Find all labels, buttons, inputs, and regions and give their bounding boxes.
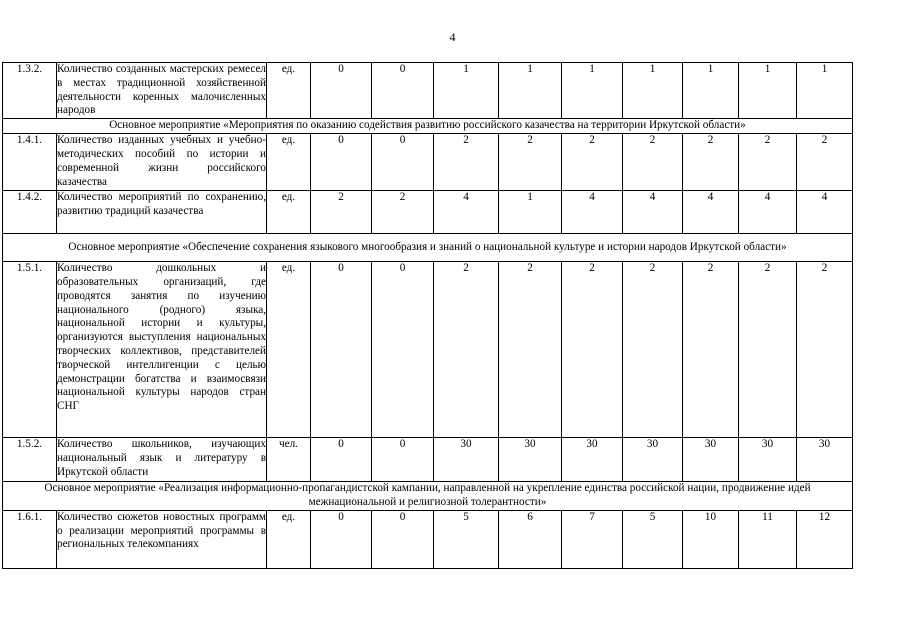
value-cell: 4 (739, 191, 797, 234)
value-cell: 0 (372, 63, 434, 119)
value-cell: 6 (499, 510, 562, 568)
unit-cell: ед. (267, 63, 311, 119)
value-cell: 1 (562, 63, 623, 119)
value-cell: 2 (434, 134, 499, 191)
value-cell: 4 (683, 191, 739, 234)
value-cell: 0 (372, 134, 434, 191)
unit-cell: ед. (267, 262, 311, 438)
section-title: Основное мероприятие «Обеспечение сохранения языкового многообразия и знаний о национальной культуре и истории народов Иркутской области» (3, 234, 853, 262)
section-row (3, 482, 853, 511)
value-cell: 30 (683, 438, 739, 482)
value-cell: 30 (562, 438, 623, 482)
indicator-name: Количество дошкольных и образовательных организаций, где проводятся занятия по изучению национального (родного) языка, национальной истории и культуры, организуются выступления национальных творческих коллективов, представителей творческой интеллигенции с целью демонстрации богатства и взаимосвязи национальной культуры народов стран СНГ (57, 262, 267, 438)
row-code: 1.5.1. (3, 262, 57, 438)
row-code: 1.4.1. (3, 134, 57, 191)
indicator-name: Количество сюжетов новостных программ о реализации мероприятий программы в региональных телекомпаниях (57, 510, 267, 568)
indicator-name: Количество мероприятий по сохранению, развитию традиций казачества (57, 191, 267, 234)
value-cell: 1 (434, 63, 499, 119)
value-cell: 2 (311, 191, 372, 234)
table-row (3, 262, 853, 438)
row-code: 1.3.2. (3, 63, 57, 119)
table-row (3, 63, 853, 119)
value-cell: 2 (499, 262, 562, 438)
indicators-table (2, 62, 853, 569)
indicator-name: Количество школьников, изучающих национальный язык и литературу в Иркутской области (57, 438, 267, 482)
value-cell: 2 (683, 262, 739, 438)
value-cell: 0 (311, 63, 372, 119)
value-cell: 2 (434, 262, 499, 438)
value-cell: 2 (739, 134, 797, 191)
section-title: Основное мероприятие «Мероприятия по оказанию содействия развитию российского казачества на территории Иркутской области» (3, 119, 853, 134)
value-cell: 11 (739, 510, 797, 568)
value-cell: 30 (499, 438, 562, 482)
unit-cell: ед. (267, 191, 311, 234)
value-cell: 0 (311, 438, 372, 482)
value-cell: 2 (797, 134, 853, 191)
value-cell: 0 (311, 510, 372, 568)
row-code: 1.4.2. (3, 191, 57, 234)
unit-cell: ед. (267, 134, 311, 191)
value-cell: 4 (797, 191, 853, 234)
value-cell: 30 (739, 438, 797, 482)
value-cell: 1 (623, 63, 683, 119)
value-cell: 4 (434, 191, 499, 234)
table-row (3, 438, 853, 482)
unit-cell: чел. (267, 438, 311, 482)
page-number: 4 (449, 30, 456, 44)
row-code: 1.5.2. (3, 438, 57, 482)
value-cell: 12 (797, 510, 853, 568)
value-cell: 2 (372, 191, 434, 234)
value-cell: 0 (372, 510, 434, 568)
value-cell: 2 (739, 262, 797, 438)
value-cell: 5 (434, 510, 499, 568)
value-cell: 2 (623, 262, 683, 438)
section-title: Основное мероприятие «Реализация информационно-пропагандистской кампании, направленной на укрепление единства российской нации, продвижение идей межнациональной и религиозной толерантности» (3, 482, 853, 511)
indicator-name: Количество созданных мастерских ремесел в местах традиционной хозяйственной деятельности коренных малочисленных народов (57, 63, 267, 119)
section-row (3, 119, 853, 134)
table-row (3, 510, 853, 568)
value-cell: 4 (562, 191, 623, 234)
table-row (3, 191, 853, 234)
value-cell: 0 (372, 438, 434, 482)
value-cell: 1 (499, 191, 562, 234)
value-cell: 0 (311, 134, 372, 191)
value-cell: 30 (623, 438, 683, 482)
value-cell: 2 (562, 134, 623, 191)
table-row (3, 134, 853, 191)
value-cell: 2 (683, 134, 739, 191)
value-cell: 2 (797, 262, 853, 438)
value-cell: 1 (683, 63, 739, 119)
value-cell: 1 (797, 63, 853, 119)
value-cell: 0 (311, 262, 372, 438)
value-cell: 10 (683, 510, 739, 568)
value-cell: 7 (562, 510, 623, 568)
value-cell: 30 (797, 438, 853, 482)
indicator-name: Количество изданных учебных и учебно-методических пособий по истории и современной жизни российского казачества (57, 134, 267, 191)
value-cell: 30 (434, 438, 499, 482)
value-cell: 2 (562, 262, 623, 438)
value-cell: 0 (372, 262, 434, 438)
section-row (3, 234, 853, 262)
value-cell: 5 (623, 510, 683, 568)
value-cell: 1 (739, 63, 797, 119)
value-cell: 2 (623, 134, 683, 191)
value-cell: 4 (623, 191, 683, 234)
value-cell: 2 (499, 134, 562, 191)
row-code: 1.6.1. (3, 510, 57, 568)
value-cell: 1 (499, 63, 562, 119)
unit-cell: ед. (267, 510, 311, 568)
